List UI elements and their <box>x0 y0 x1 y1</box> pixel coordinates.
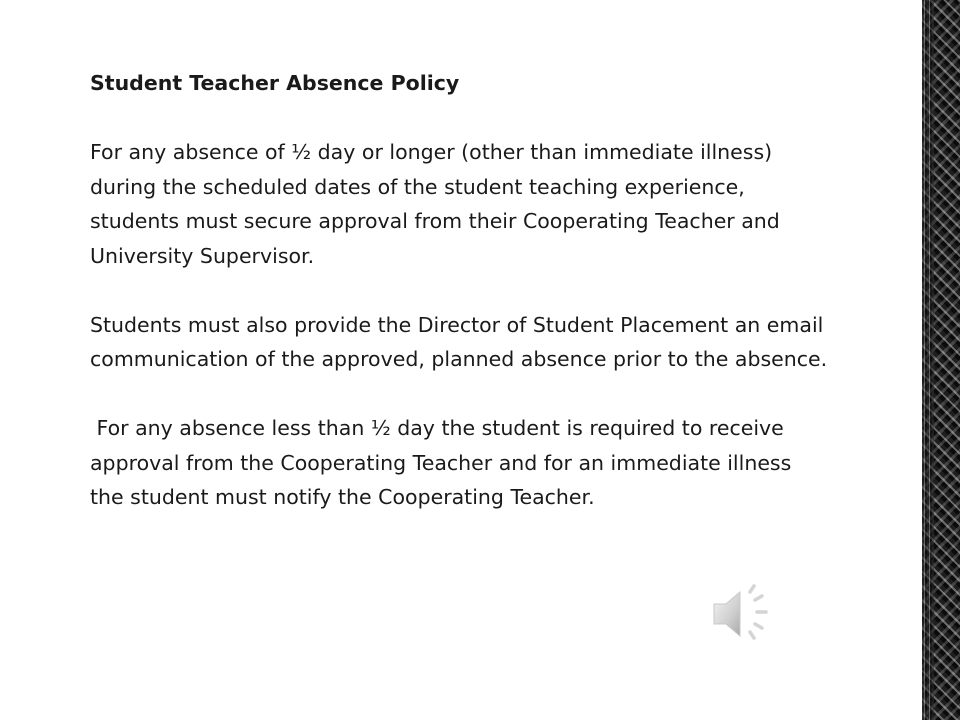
policy-paragraph-1: For any absence of ½ day or longer (other than immediate illness) during the scheduled dates of the student teaching experience, students must secure approval from their Cooperating Teacher and University Supervisor. <box>90 140 780 268</box>
speaker-audio-icon[interactable] <box>706 582 778 644</box>
spacer <box>90 377 830 412</box>
spacer <box>90 101 830 136</box>
policy-paragraph-3: For any absence less than ½ day the student is required to receive approval from the Cooperating Teacher and for an immediate illness the student must notify the Cooperating Teacher. <box>90 416 798 509</box>
slide-title: Student Teacher Absence Policy <box>90 71 460 95</box>
decorative-border-inner <box>922 0 934 720</box>
policy-paragraph-2: Students must also provide the Director of Student Placement an email communication of the approved, planned absence prior to the absence. <box>90 312 828 371</box>
spacer <box>90 273 830 308</box>
decorative-border <box>922 0 960 720</box>
slide-content <box>90 66 830 515</box>
